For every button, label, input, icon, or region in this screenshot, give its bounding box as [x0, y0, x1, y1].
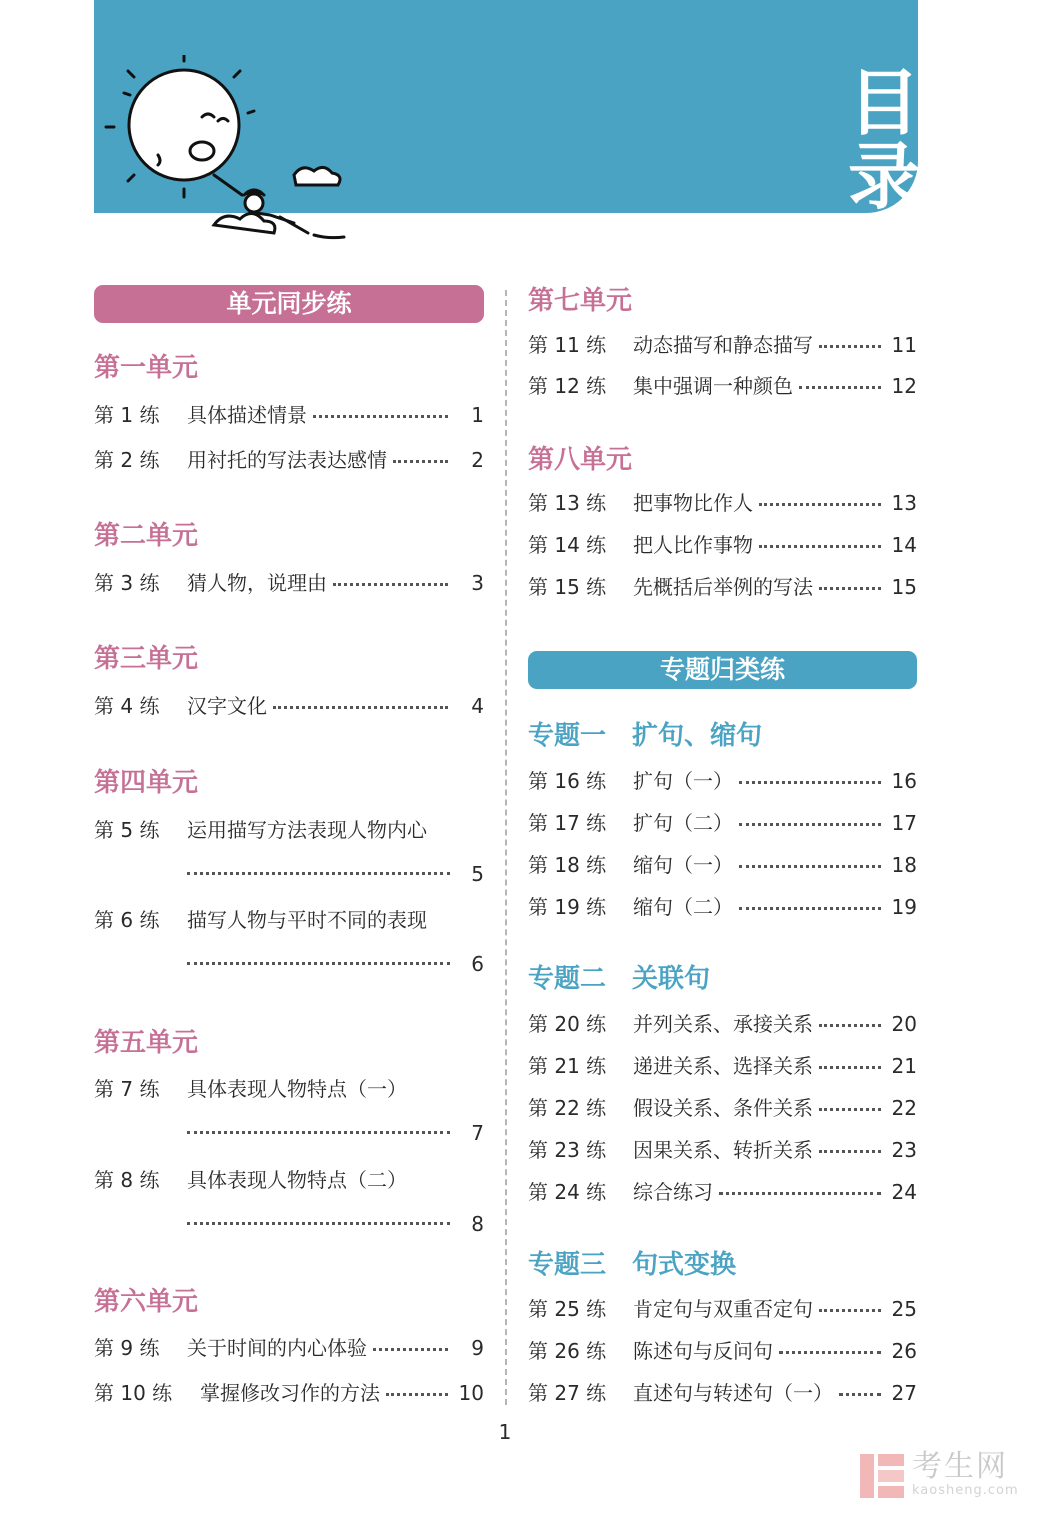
leader-dots	[819, 587, 881, 590]
toc-entry[interactable]	[528, 1094, 917, 1122]
toc-entry[interactable]	[528, 1010, 917, 1038]
toc-entry[interactable]	[528, 1295, 917, 1323]
unit-heading: 第三单元	[94, 644, 199, 674]
toc-entry[interactable]	[528, 1052, 917, 1080]
entry-title: 因果关系、转折关系	[633, 1138, 813, 1162]
watermark-logo-icon	[858, 1452, 906, 1500]
entry-page: 20	[891, 1012, 917, 1036]
entry-page: 12	[891, 374, 917, 398]
entry-title: 运用描写方法表现人物内心	[187, 818, 427, 842]
entry-title: 陈述句与反问句	[633, 1339, 773, 1363]
entry-number: 第 11 练	[528, 333, 607, 357]
toc-entry[interactable]	[94, 1166, 484, 1236]
leader-dots	[819, 1150, 881, 1153]
entry-page: 5	[471, 862, 484, 886]
leader-dots	[759, 545, 881, 548]
leader-dots	[739, 781, 881, 784]
sun-kid-illustration	[94, 55, 374, 245]
entry-number: 第 10 练	[94, 1381, 173, 1405]
entry-title: 综合练习	[633, 1180, 713, 1204]
entry-number: 第 7 练	[94, 1077, 160, 1101]
entry-page: 1	[471, 403, 484, 427]
entry-page: 8	[471, 1212, 484, 1236]
entry-title: 扩句（一）	[633, 769, 733, 793]
entry-page: 23	[891, 1138, 917, 1162]
leader-dots	[187, 1131, 450, 1134]
entry-page: 9	[471, 1336, 484, 1360]
leader-dots	[187, 872, 450, 875]
leader-dots	[839, 1393, 881, 1396]
toc-entry[interactable]	[94, 692, 484, 720]
toc-entry[interactable]	[528, 372, 917, 400]
watermark-domain: kaosheng.com	[912, 1483, 1019, 1498]
entry-title: 递进关系、选择关系	[633, 1054, 813, 1078]
entry-number: 第 8 练	[94, 1168, 160, 1192]
entry-number: 第 13 练	[528, 491, 607, 515]
page-number: 1	[498, 1420, 512, 1444]
toc-entry[interactable]	[94, 1334, 484, 1362]
entry-number: 第 18 练	[528, 853, 607, 877]
entry-page: 10	[458, 1381, 484, 1405]
entry-number: 第 27 练	[528, 1381, 607, 1405]
entry-page: 14	[891, 533, 917, 557]
entry-page: 27	[891, 1381, 917, 1405]
entry-number: 第 5 练	[94, 818, 160, 842]
leader-dots	[386, 1393, 448, 1396]
entry-number: 第 6 练	[94, 908, 160, 932]
entry-number: 第 17 练	[528, 811, 607, 835]
toc-entry[interactable]	[528, 809, 917, 837]
toc-entry[interactable]	[94, 446, 484, 474]
entry-number: 第 24 练	[528, 1180, 607, 1204]
toc-entry[interactable]	[528, 767, 917, 795]
section-title-topic: 专题归类练	[528, 651, 917, 689]
entry-number: 第 23 练	[528, 1138, 607, 1162]
leader-dots	[779, 1351, 881, 1354]
entry-page: 3	[471, 571, 484, 595]
toc-entry[interactable]	[528, 1379, 917, 1407]
entry-page: 26	[891, 1339, 917, 1363]
entry-page: 22	[891, 1096, 917, 1120]
toc-entry[interactable]	[94, 906, 484, 976]
entry-number: 第 21 练	[528, 1054, 607, 1078]
toc-entry[interactable]	[528, 573, 917, 601]
toc-entry[interactable]	[528, 531, 917, 559]
unit-heading: 第四单元	[94, 768, 199, 798]
unit-heading: 第一单元	[94, 353, 199, 383]
entry-number: 第 14 练	[528, 533, 607, 557]
toc-entry[interactable]	[528, 893, 917, 921]
entry-title: 把人比作事物	[633, 533, 753, 557]
leader-dots	[273, 706, 448, 709]
page-title-1: 目	[848, 61, 921, 145]
toc-entry[interactable]	[94, 1075, 484, 1145]
entry-title: 具体表现人物特点（一）	[187, 1077, 407, 1101]
entry-title: 并列关系、承接关系	[633, 1012, 813, 1036]
entry-title: 描写人物与平时不同的表现	[187, 908, 427, 932]
entry-number: 第 2 练	[94, 448, 160, 472]
entry-page: 15	[891, 575, 917, 599]
entry-title: 肯定句与双重否定句	[633, 1297, 813, 1321]
entry-page: 21	[891, 1054, 917, 1078]
toc-entry[interactable]	[94, 569, 484, 597]
unit-heading: 第二单元	[94, 521, 199, 551]
entry-page: 6	[471, 952, 484, 976]
entry-page: 2	[471, 448, 484, 472]
leader-dots	[819, 1309, 881, 1312]
unit-heading: 专题二 关联句	[528, 964, 711, 994]
entry-number: 第 1 练	[94, 403, 160, 427]
leader-dots	[819, 1108, 881, 1111]
leader-dots	[373, 1348, 448, 1351]
entry-title: 汉字文化	[187, 694, 267, 718]
entry-title: 把事物比作人	[633, 491, 753, 515]
entry-page: 11	[891, 333, 917, 357]
entry-title: 扩句（二）	[633, 811, 733, 835]
entry-number: 第 15 练	[528, 575, 607, 599]
entry-title: 掌握修改习作的方法	[200, 1381, 380, 1405]
entry-number: 第 3 练	[94, 571, 160, 595]
entry-number: 第 20 练	[528, 1012, 607, 1036]
entry-number: 第 4 练	[94, 694, 160, 718]
entry-title: 具体表现人物特点（二）	[187, 1168, 407, 1192]
leader-dots	[187, 962, 450, 965]
column-divider	[505, 290, 507, 1405]
unit-heading: 第六单元	[94, 1287, 199, 1317]
entry-title: 缩句（二）	[633, 895, 733, 919]
entry-number: 第 9 练	[94, 1336, 160, 1360]
leader-dots	[739, 823, 881, 826]
entry-number: 第 22 练	[528, 1096, 607, 1120]
entry-title: 缩句（一）	[633, 853, 733, 877]
entry-page: 19	[891, 895, 917, 919]
leader-dots	[819, 1024, 881, 1027]
entry-page: 18	[891, 853, 917, 877]
toc-entry[interactable]	[528, 489, 917, 517]
entry-page: 24	[891, 1180, 917, 1204]
entry-title: 动态描写和静态描写	[633, 333, 813, 357]
page-title-2: 录	[848, 135, 921, 219]
entry-page: 16	[891, 769, 917, 793]
toc-entry[interactable]	[528, 1337, 917, 1365]
entry-page: 4	[471, 694, 484, 718]
entry-title: 直述句与转述句（一）	[633, 1381, 833, 1405]
unit-heading: 第五单元	[94, 1028, 199, 1058]
entry-number: 第 16 练	[528, 769, 607, 793]
leader-dots	[393, 460, 448, 463]
leader-dots	[739, 907, 881, 910]
entry-page: 17	[891, 811, 917, 835]
leader-dots	[333, 583, 448, 586]
leader-dots	[759, 503, 881, 506]
entry-page: 25	[891, 1297, 917, 1321]
toc-entry[interactable]	[94, 1379, 484, 1407]
toc-entry[interactable]	[528, 851, 917, 879]
entry-title: 先概括后举例的写法	[633, 575, 813, 599]
section-title-unit-sync: 单元同步练	[94, 285, 484, 323]
leader-dots	[739, 865, 881, 868]
toc-entry[interactable]	[528, 1136, 917, 1164]
toc-entry[interactable]	[528, 331, 917, 359]
entry-title: 猜人物，说理由	[187, 571, 327, 595]
leader-dots	[719, 1192, 881, 1195]
leader-dots	[799, 386, 881, 389]
entry-title: 用衬托的写法表达感情	[187, 448, 387, 472]
unit-heading: 第八单元	[528, 445, 633, 475]
entry-title: 假设关系、条件关系	[633, 1096, 813, 1120]
entry-number: 第 26 练	[528, 1339, 607, 1363]
toc-entry[interactable]	[94, 401, 484, 429]
watermark-text: 考生网	[912, 1449, 1008, 1484]
entry-title: 集中强调一种颜色	[633, 374, 793, 398]
toc-entry[interactable]	[94, 816, 484, 886]
leader-dots	[819, 345, 881, 348]
unit-heading: 专题三 句式变换	[528, 1250, 737, 1280]
unit-heading: 第七单元	[528, 286, 633, 316]
entry-number: 第 19 练	[528, 895, 607, 919]
entry-number: 第 25 练	[528, 1297, 607, 1321]
entry-number: 第 12 练	[528, 374, 607, 398]
entry-title: 具体描述情景	[187, 403, 307, 427]
entry-page: 13	[891, 491, 917, 515]
entry-title: 关于时间的内心体验	[187, 1336, 367, 1360]
entry-page: 7	[471, 1121, 484, 1145]
leader-dots	[187, 1222, 450, 1225]
toc-entry[interactable]	[528, 1178, 917, 1206]
leader-dots	[313, 415, 448, 418]
leader-dots	[819, 1066, 881, 1069]
unit-heading: 专题一 扩句、缩句	[528, 721, 763, 751]
